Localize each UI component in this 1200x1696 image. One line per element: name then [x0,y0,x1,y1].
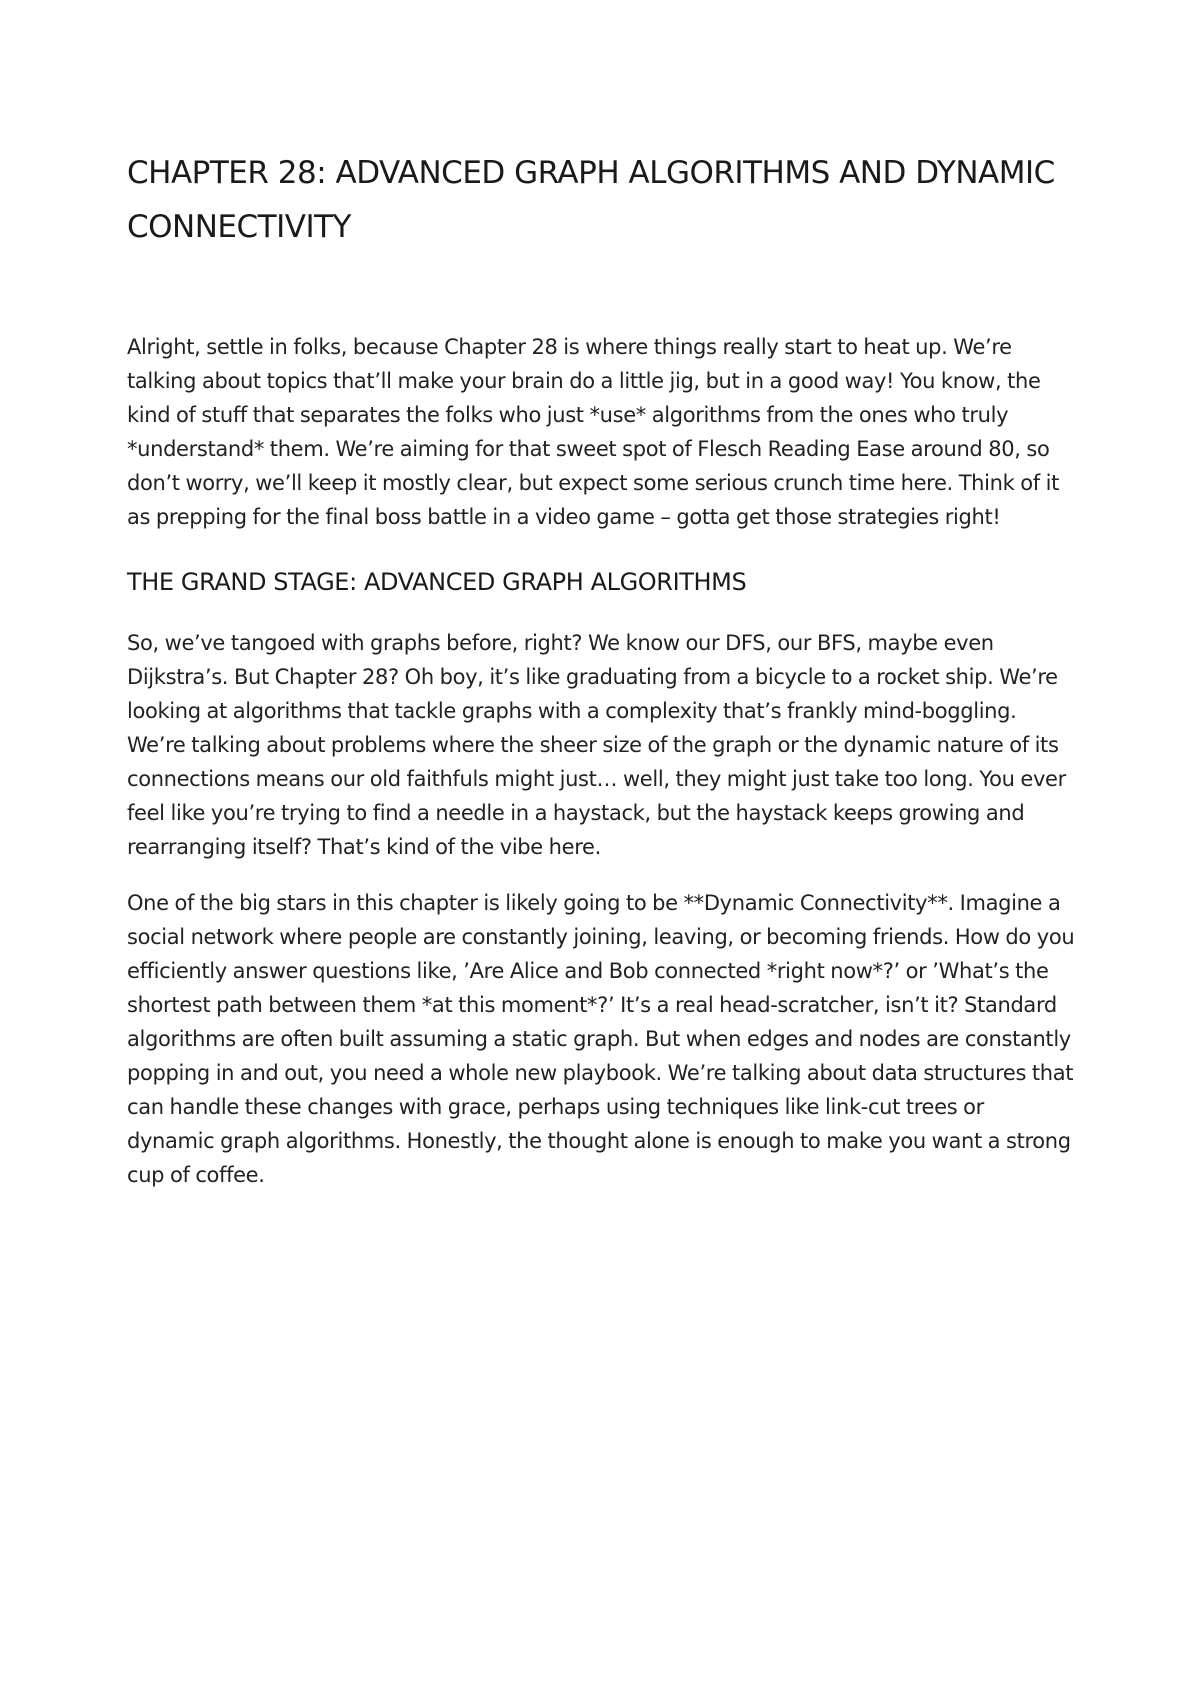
page-content [127,146,1077,1192]
body-paragraph: So, we’ve tangoed with graphs before, right? We know our DFS, our BFS, maybe even Dijkstra’s. But Chapter 28? Oh boy, it’s like graduating from a bicycle to a rocket ship. We’re looking at algorithms that tackle graphs with a complexity that’s frankly mind-boggling. We’re talking about problems where the sheer size of the graph or the dynamic nature of its connections means our old faithfuls might just… well, they might just take too long. You ever feel like you’re trying to find a needle in a haystack, but the haystack keeps growing and rearranging itself? That’s kind of the vibe here. [127,631,1066,859]
intro-paragraph: Alright, settle in folks, because Chapter 28 is where things really start to heat up. We’re talking about topics that’ll make your brain do a little jig, but in a good way! You know, the kind of stuff that separates the folks who just *use* algorithms from the ones who truly *understand* them. We’re aiming for that sweet spot of Flesch Reading Ease around 80, so don’t worry, we’ll keep it mostly clear, but expect some serious crunch time here. Think of it as prepping for the final boss battle in a video game – gotta get those strategies right! [127,335,1059,529]
section-body [127,626,1077,1192]
body-paragraph: One of the big stars in this chapter is likely going to be **Dynamic Connectivity**. Imagine a social network where people are constantly joining, leaving, or becoming friends. How do you efficiently answer questions like, ’Are Alice and Bob connected *right now*?’ or ’What’s the shortest path between them *at this moment*?’ It’s a real head-scratcher, isn’t it? Standard algorithms are often built assuming a static graph. But when edges and nodes are constantly popping in and out, you need a whole new playbook. We’re talking about data structures that can handle these changes with grace, perhaps using techniques like link-cut trees or dynamic graph algorithms. Honestly, the thought alone is enough to make you want a strong cup of coffee. [127,891,1075,1187]
section-heading: THE GRAND STAGE: ADVANCED GRAPH ALGORITHMS [127,568,747,596]
intro-block [127,330,1077,534]
chapter-title: CHAPTER 28: ADVANCED GRAPH ALGORITHMS AND DYNAMIC CONNECTIVITY [127,155,1055,245]
